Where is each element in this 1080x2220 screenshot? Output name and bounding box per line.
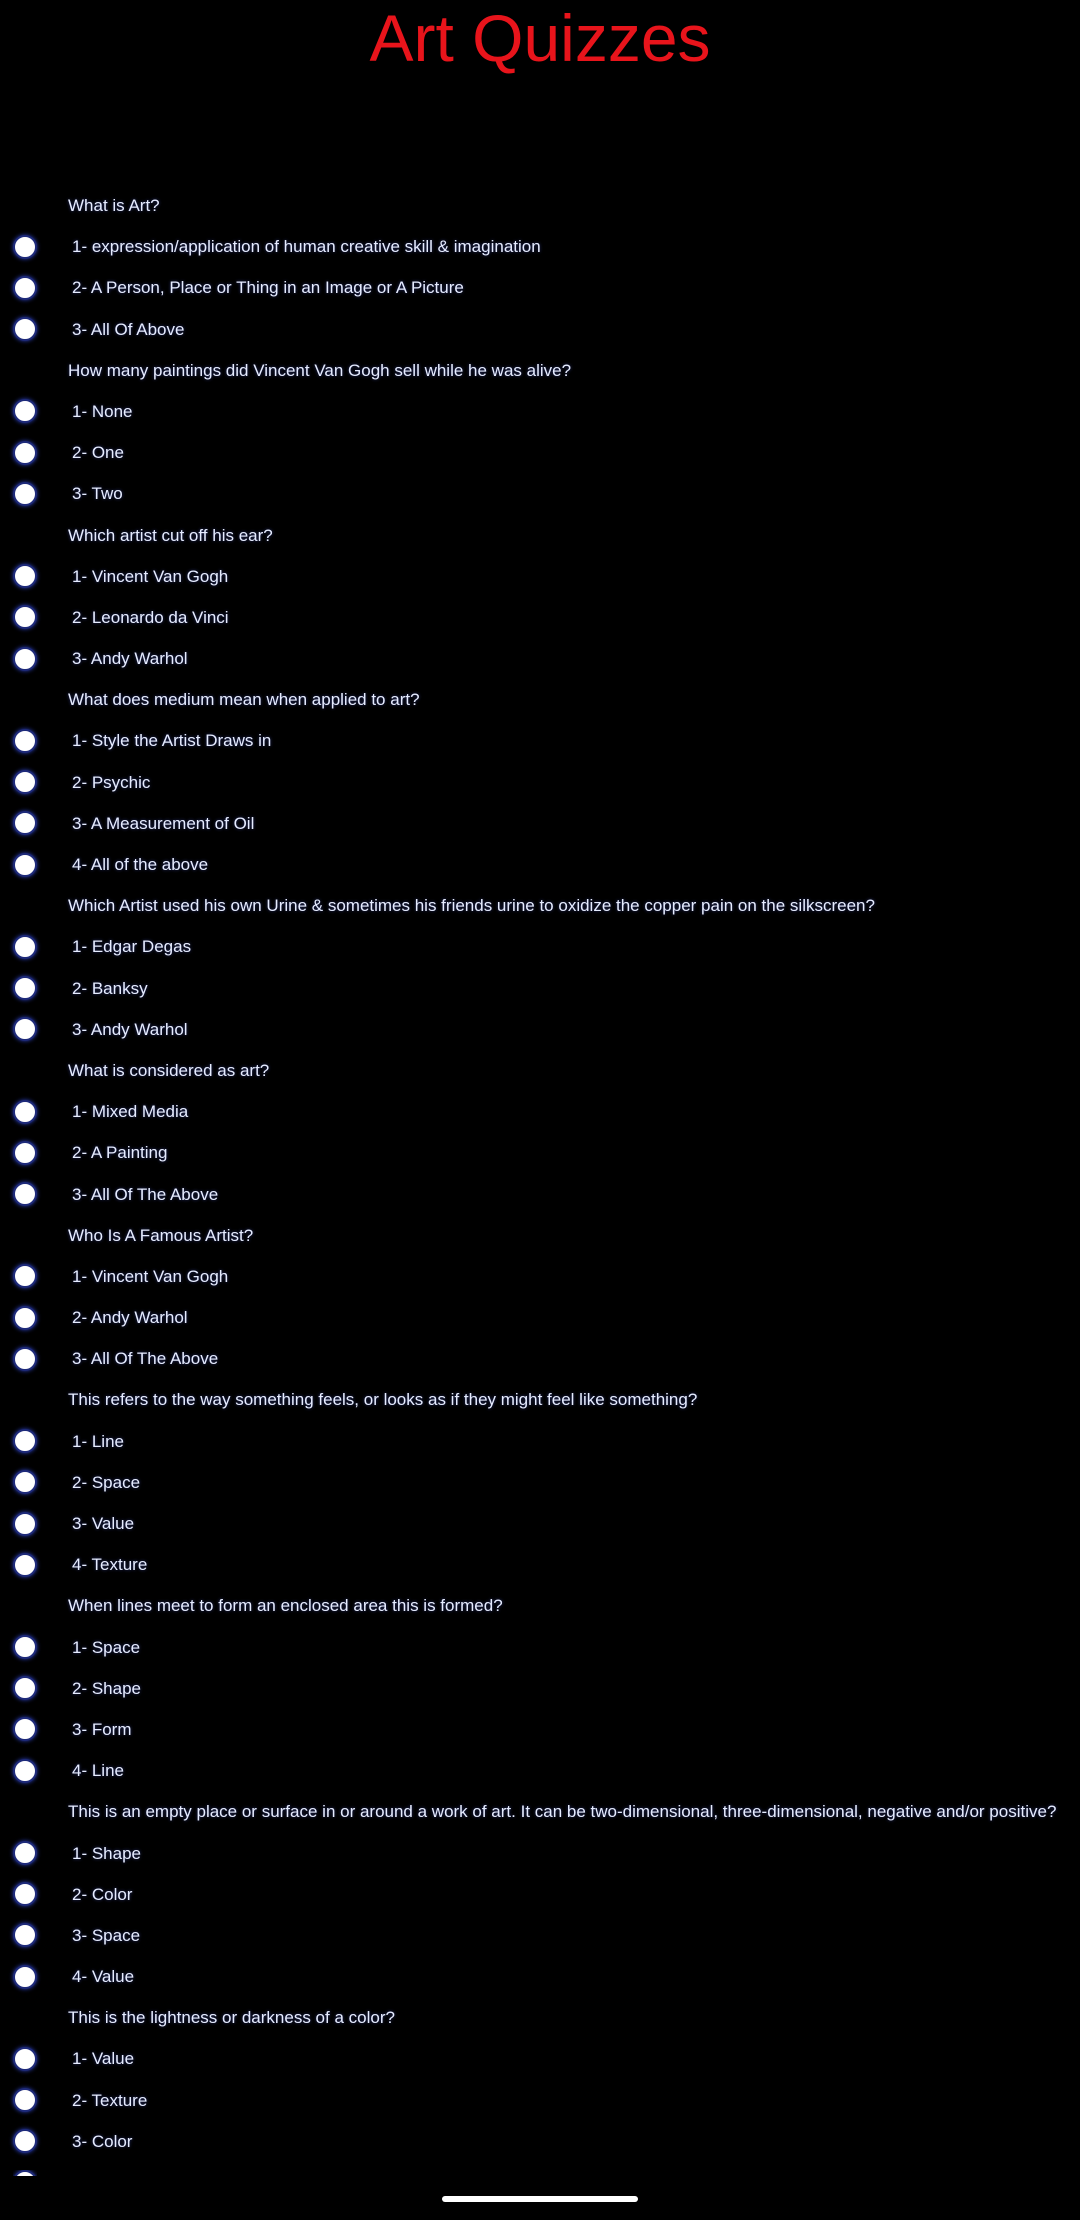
radio-unselected-icon[interactable] <box>13 1264 37 1288</box>
q10-option-4[interactable] <box>0 1956 1080 1997</box>
q7-option-3[interactable] <box>0 1338 1080 1379</box>
option-label: 3- All Of The Above <box>72 1184 219 1204</box>
option-label: 3- Color <box>72 2131 133 2151</box>
page-title: Art Quizzes <box>369 1 711 75</box>
q3-option-3[interactable] <box>0 638 1080 679</box>
option-label: 3- Form <box>72 1719 132 1739</box>
radio-unselected-icon[interactable] <box>13 1470 37 1494</box>
radio-unselected-icon[interactable] <box>13 853 37 877</box>
radio-unselected-icon[interactable] <box>13 1429 37 1453</box>
question-4: What does medium mean when applied to art? <box>68 690 420 710</box>
radio-unselected-icon[interactable] <box>13 317 37 341</box>
q4-option-3[interactable] <box>0 803 1080 844</box>
q1-option-2[interactable] <box>0 267 1080 308</box>
radio-unselected-icon[interactable] <box>13 605 37 629</box>
option-label: 1- Space <box>72 1637 141 1657</box>
q3-option-1[interactable] <box>0 556 1080 597</box>
q2-option-2[interactable] <box>0 432 1080 473</box>
question-11: This is the lightness or darkness of a color? <box>68 2008 395 2028</box>
partial-radio[interactable] <box>13 2170 37 2176</box>
q2-option-3[interactable] <box>0 473 1080 514</box>
q5-option-3[interactable] <box>0 1009 1080 1050</box>
question-10: This is an empty place or surface in or around a work of art. It can be two-dimensional, three-dimensional, negative and/or positive? <box>68 1802 1057 1822</box>
option-label: 1- None <box>72 401 133 421</box>
q9-option-1[interactable] <box>0 1627 1080 1668</box>
radio-unselected-icon[interactable] <box>13 2129 37 2153</box>
option-label: 4- Line <box>72 1761 124 1781</box>
option-label: 2- Andy Warhol <box>72 1308 188 1328</box>
radio-unselected-icon[interactable] <box>13 564 37 588</box>
q8-option-2[interactable] <box>0 1462 1080 1503</box>
option-label: 1- Line <box>72 1431 124 1451</box>
q5-option-2[interactable] <box>0 968 1080 1009</box>
q1-option-1[interactable] <box>0 226 1080 267</box>
option-label: 3- All Of Above <box>72 319 185 339</box>
q6-option-3[interactable] <box>0 1174 1080 1215</box>
option-label: 3- Value <box>72 1514 135 1533</box>
radio-unselected-icon[interactable] <box>13 935 37 959</box>
option-label: 2- One <box>72 443 124 463</box>
radio-unselected-icon[interactable] <box>13 770 37 794</box>
option-label: 3- Two <box>72 484 123 504</box>
radio-unselected-icon[interactable] <box>13 2170 37 2176</box>
q4-option-4[interactable] <box>0 844 1080 885</box>
radio-unselected-icon[interactable] <box>13 811 37 835</box>
radio-unselected-icon[interactable] <box>13 1017 37 1041</box>
question-3: Which artist cut off his ear? <box>68 525 273 545</box>
radio-unselected-icon[interactable] <box>13 1717 37 1741</box>
option-label: 4- Value <box>72 1967 135 1987</box>
option-label: 4- All of the above <box>72 855 209 874</box>
q3-option-2[interactable] <box>0 597 1080 638</box>
radio-unselected-icon[interactable] <box>13 1965 37 1989</box>
question-1: What is Art? <box>68 196 160 215</box>
q7-option-2[interactable] <box>0 1297 1080 1338</box>
option-label: 1- Value <box>72 2049 135 2069</box>
option-label: 3- A Measurement of Oil <box>72 813 255 833</box>
radio-unselected-icon[interactable] <box>13 441 37 465</box>
q10-option-1[interactable] <box>0 1833 1080 1874</box>
radio-unselected-icon[interactable] <box>13 2088 37 2112</box>
option-label: 1- expression/application of human creative skill & imagination <box>72 237 541 257</box>
q6-option-2[interactable] <box>0 1132 1080 1173</box>
radio-unselected-icon[interactable] <box>13 1676 37 1700</box>
q9-option-4[interactable] <box>0 1750 1080 1791</box>
radio-unselected-icon[interactable] <box>13 1512 37 1536</box>
radio-unselected-icon[interactable] <box>13 976 37 1000</box>
option-label: 2- Space <box>72 1472 141 1492</box>
option-label: 2- Banksy <box>72 978 148 998</box>
question-8: This refers to the way something feels, or looks as if they might feel like something? <box>68 1390 698 1410</box>
q11-option-3[interactable] <box>0 2121 1080 2162</box>
home-indicator-bar[interactable] <box>442 2196 638 2202</box>
q11-option-2[interactable] <box>0 2080 1080 2121</box>
radio-unselected-icon[interactable] <box>13 1182 37 1206</box>
q4-option-1[interactable] <box>0 720 1080 761</box>
q10-option-2[interactable] <box>0 1874 1080 1915</box>
radio-unselected-icon[interactable] <box>13 1141 37 1165</box>
q11-option-1[interactable] <box>0 2038 1080 2079</box>
radio-unselected-icon[interactable] <box>13 235 37 259</box>
q5-option-1[interactable] <box>0 926 1080 967</box>
option-label: 1- Mixed Media <box>72 1102 189 1122</box>
option-label: 1- Style the Artist Draws in <box>72 731 272 751</box>
radio-unselected-icon[interactable] <box>13 1841 37 1865</box>
option-label: 1- Edgar Degas <box>72 937 192 957</box>
question-7: Who Is A Famous Artist? <box>68 1225 254 1245</box>
radio-unselected-icon[interactable] <box>13 1923 37 1947</box>
radio-unselected-icon[interactable] <box>13 1759 37 1783</box>
q8-option-4[interactable] <box>0 1544 1080 1585</box>
quiz-list <box>0 185 1080 2162</box>
q10-option-3[interactable] <box>0 1915 1080 1956</box>
q4-option-2[interactable] <box>0 762 1080 803</box>
option-label: 3- Andy Warhol <box>72 649 188 669</box>
option-label: 2- Shape <box>72 1678 141 1698</box>
radio-unselected-icon[interactable] <box>13 2047 37 2071</box>
q1-option-3[interactable] <box>0 309 1080 350</box>
radio-unselected-icon[interactable] <box>13 1306 37 1330</box>
radio-unselected-icon[interactable] <box>13 647 37 671</box>
radio-unselected-icon[interactable] <box>13 399 37 423</box>
q8-option-3[interactable] <box>0 1503 1080 1544</box>
option-label: 2- Color <box>72 1884 133 1904</box>
radio-unselected-icon[interactable] <box>13 729 37 753</box>
q9-option-3[interactable] <box>0 1709 1080 1750</box>
question-6: What is considered as art? <box>68 1060 270 1080</box>
q7-option-1[interactable] <box>0 1256 1080 1297</box>
radio-unselected-icon[interactable] <box>13 1635 37 1659</box>
option-label: 2- A Person, Place or Thing in an Image or A Picture <box>72 278 464 298</box>
radio-unselected-icon[interactable] <box>13 276 37 300</box>
option-label: 1- Shape <box>72 1843 141 1863</box>
option-label: 1- Vincent Van Gogh <box>72 1266 229 1286</box>
option-label: 2- Leonardo da Vinci <box>72 607 229 627</box>
radio-unselected-icon[interactable] <box>13 1553 37 1577</box>
option-label: 2- A Painting <box>72 1143 168 1163</box>
radio-unselected-icon[interactable] <box>13 1100 37 1124</box>
option-label: 3- Space <box>72 1925 141 1945</box>
question-2: How many paintings did Vincent Van Gogh sell while he was alive? <box>68 360 572 380</box>
option-label: 3- All Of The Above <box>72 1349 219 1369</box>
q2-option-1[interactable] <box>0 391 1080 432</box>
option-label: 2- Psychic <box>72 772 151 792</box>
radio-unselected-icon[interactable] <box>13 1347 37 1371</box>
radio-unselected-icon[interactable] <box>13 482 37 506</box>
option-label: 2- Texture <box>72 2090 148 2110</box>
option-label: 3- Andy Warhol <box>72 1019 188 1039</box>
question-5: Which Artist used his own Urine & sometimes his friends urine to oxidize the copper pain on the silkscreen? <box>68 896 875 916</box>
question-9: When lines meet to form an enclosed area this is formed? <box>68 1596 503 1616</box>
option-label: 4- Texture <box>72 1555 148 1575</box>
option-label: 1- Vincent Van Gogh <box>72 566 229 586</box>
q8-option-1[interactable] <box>0 1421 1080 1462</box>
q6-option-1[interactable] <box>0 1091 1080 1132</box>
q9-option-2[interactable] <box>0 1668 1080 1709</box>
radio-unselected-icon[interactable] <box>13 1882 37 1906</box>
